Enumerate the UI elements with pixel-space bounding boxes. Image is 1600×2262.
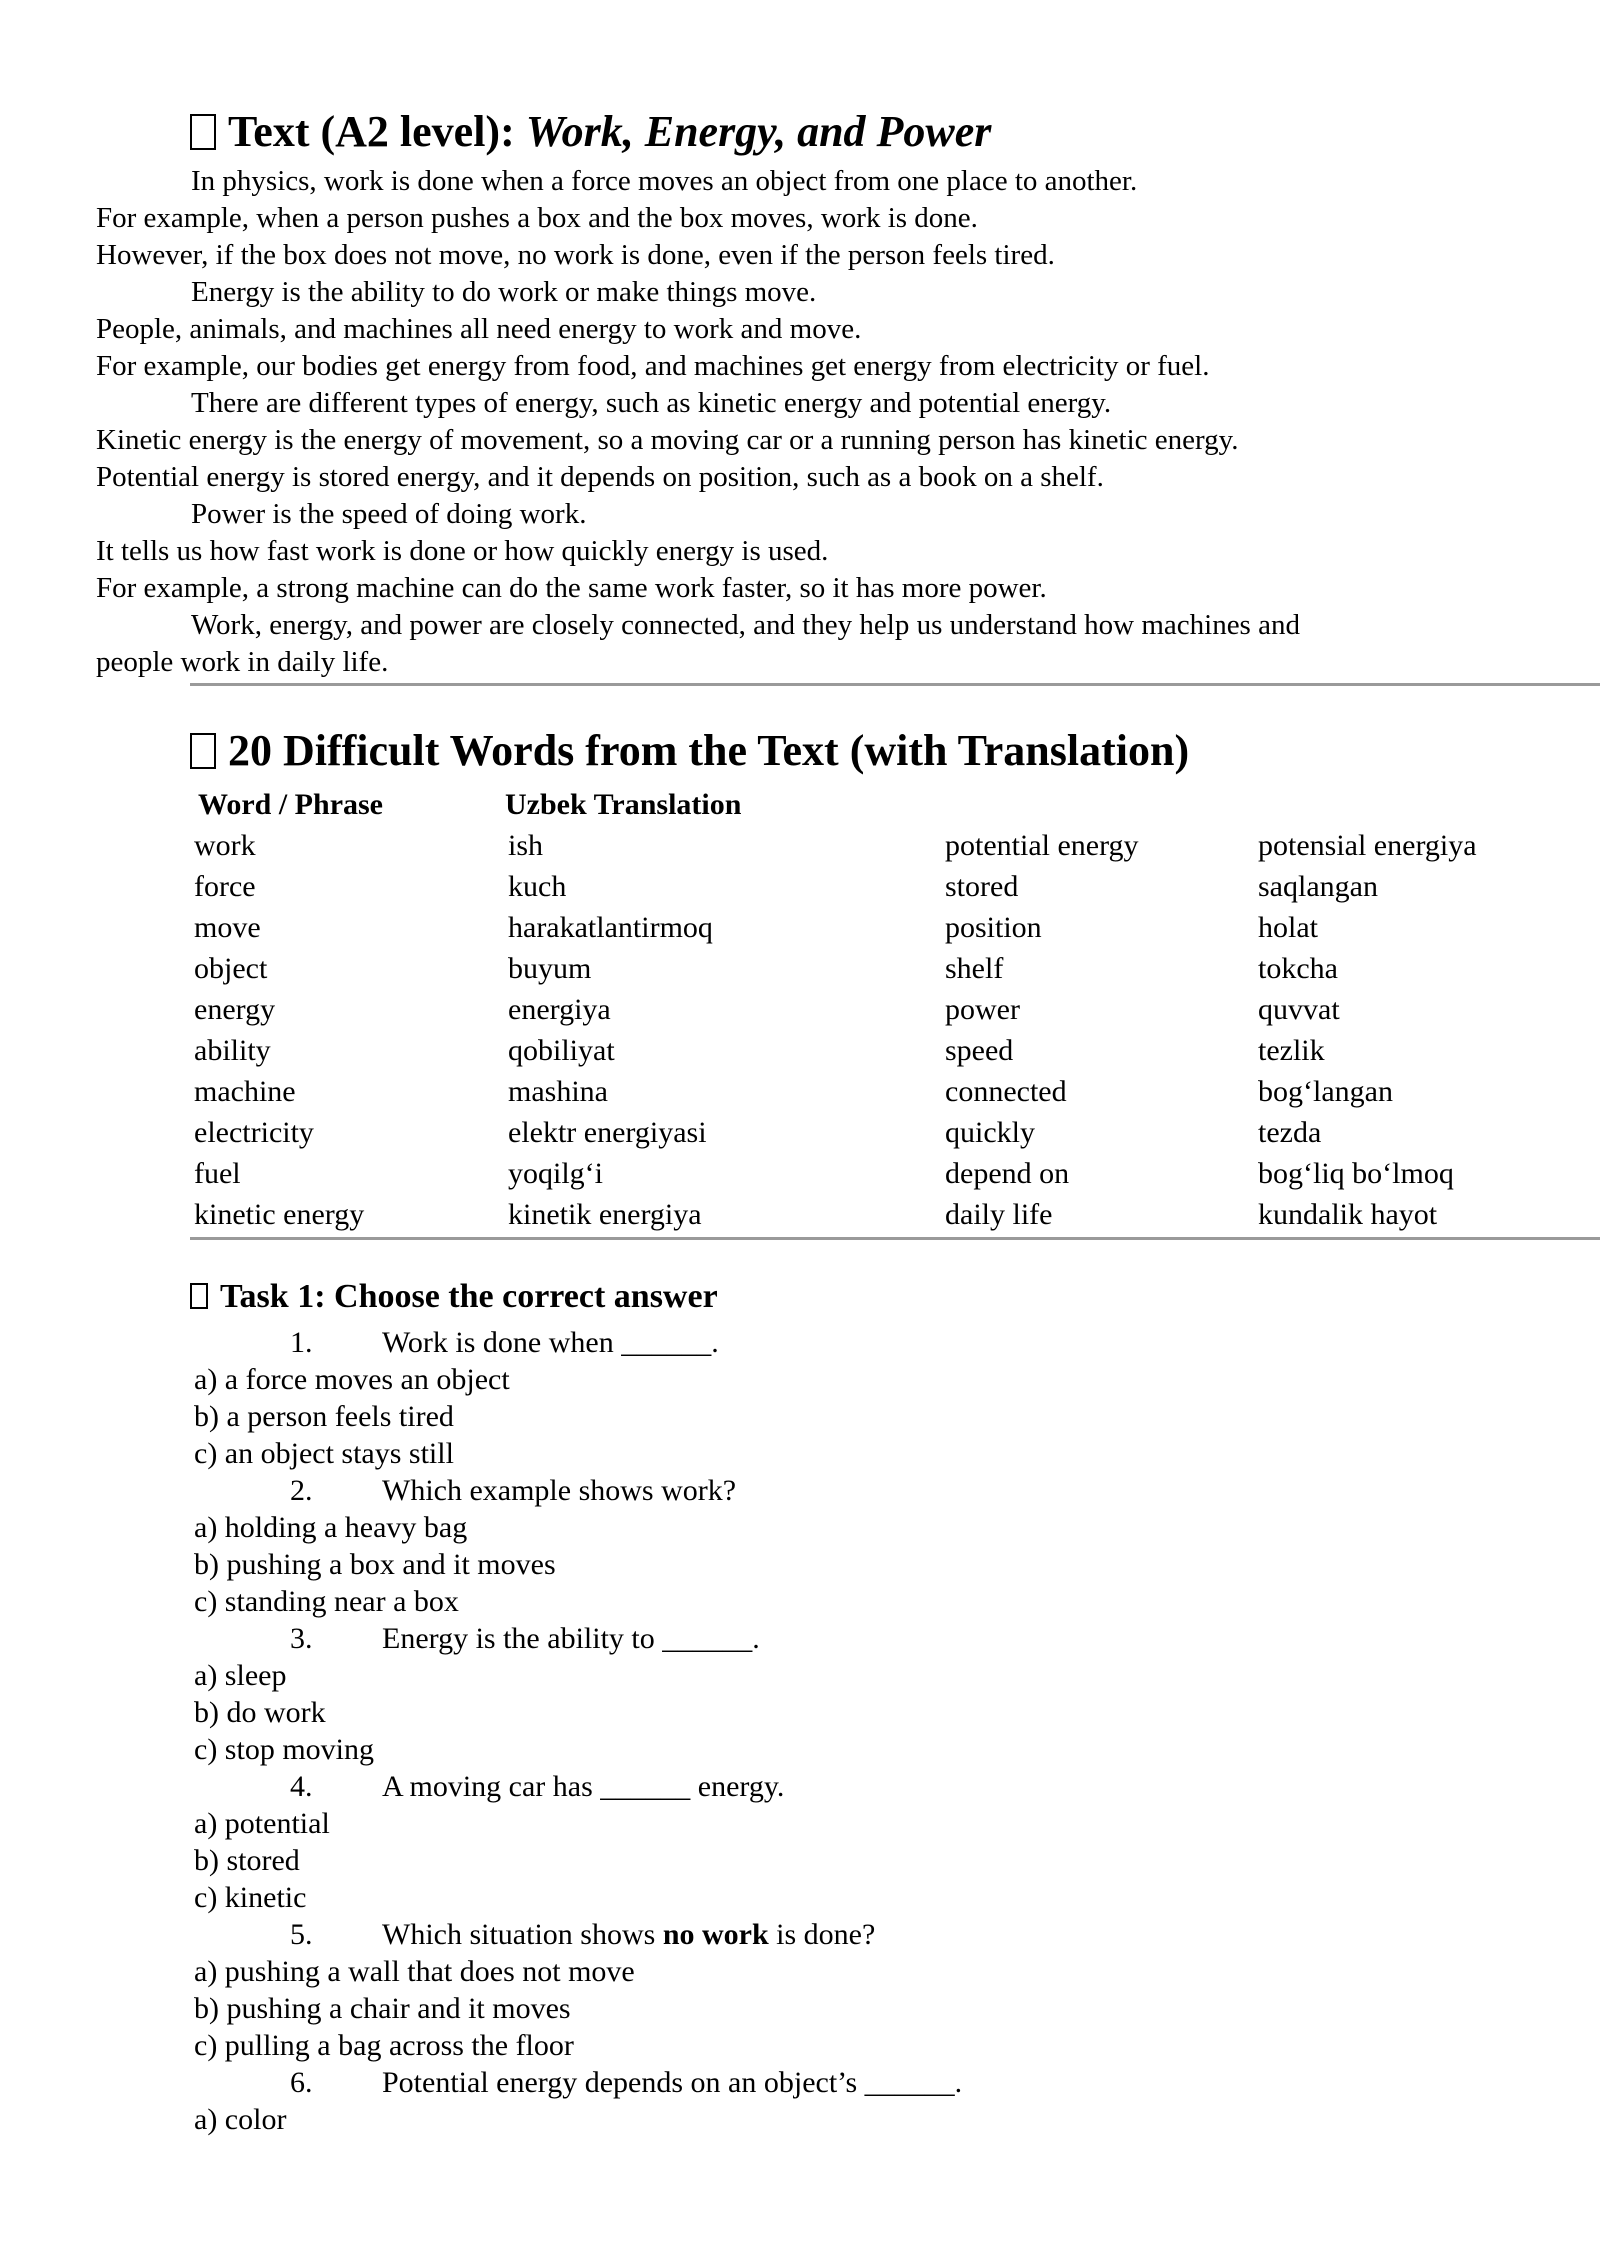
- text-title-prefix: Text (A2 level):: [228, 107, 526, 156]
- vocab-translation: kuch: [508, 870, 567, 903]
- answer-option: a) sleep: [194, 1659, 287, 1692]
- answer-option: c) an object stays still: [194, 1437, 454, 1470]
- vocab-translation: yoqilg‘i: [508, 1157, 603, 1190]
- vocab-translation: energiya: [508, 993, 611, 1026]
- vocab-row: [0, 907, 1600, 948]
- section-divider: [190, 683, 1600, 686]
- question: [194, 1472, 1574, 1509]
- vocab-word: depend on: [945, 1157, 1070, 1190]
- text-line: People, animals, and machines all need energy to work and move.: [96, 313, 862, 345]
- reading-text: [96, 163, 1576, 681]
- question: [194, 1768, 1574, 1805]
- text-line: In physics, work is done when a force moves an object from one place to another.: [191, 165, 1138, 197]
- answer-option: a) pushing a wall that does not move: [194, 1955, 635, 1988]
- vocab-title-text: 20 Difficult Words from the Text (with Translation): [228, 726, 1190, 775]
- vocab-translation: bog‘langan: [1258, 1075, 1393, 1108]
- vocab-row: [0, 1071, 1600, 1112]
- vocab-row: [0, 825, 1600, 866]
- vocab-word: kinetic energy: [194, 1198, 365, 1231]
- text-line: people work in daily life.: [96, 646, 389, 678]
- vocab-translation: potensial energiya: [1258, 829, 1477, 862]
- section-divider: [190, 1237, 1600, 1240]
- missing-glyph-icon: [190, 1283, 208, 1309]
- question-number: 3.: [290, 1622, 313, 1655]
- question: [194, 2064, 1574, 2101]
- answer-option: a) a force moves an object: [194, 1363, 510, 1396]
- text-line: Power is the speed of doing work.: [191, 498, 587, 530]
- vocab-word: position: [945, 911, 1042, 944]
- vocab-section-title: [190, 725, 1189, 777]
- task1-questions: [194, 1324, 1574, 2138]
- text-title-italic: Work, Energy, and Power: [525, 107, 992, 156]
- answer-option: a) color: [194, 2103, 287, 2136]
- text-line: It tells us how fast work is done or how quickly energy is used.: [96, 535, 829, 567]
- answer-option: c) kinetic: [194, 1881, 307, 1914]
- vocab-table: [0, 825, 1600, 1235]
- text-section-title: [190, 106, 991, 158]
- question-text-part: Which situation shows: [382, 1918, 663, 1951]
- vocab-translation: quvvat: [1258, 993, 1340, 1026]
- vocab-row: [0, 1153, 1600, 1194]
- vocab-translation: bog‘liq bo‘lmoq: [1258, 1157, 1454, 1190]
- question-number: 1.: [290, 1326, 313, 1359]
- question-text-part: no work: [662, 1918, 769, 1951]
- vocab-word: shelf: [945, 952, 1004, 985]
- vocab-word: connected: [945, 1075, 1067, 1108]
- vocab-word: move: [194, 911, 261, 944]
- text-line: For example, a strong machine can do the same work faster, so it has more power.: [96, 572, 1047, 604]
- vocab-translation: kundalik hayot: [1258, 1198, 1438, 1231]
- missing-glyph-icon: [190, 114, 216, 150]
- vocab-word: electricity: [194, 1116, 314, 1149]
- vocab-row: [0, 1112, 1600, 1153]
- vocab-word: machine: [194, 1075, 296, 1108]
- answer-option: b) pushing a box and it moves: [194, 1548, 556, 1581]
- vocab-row: [0, 866, 1600, 907]
- vocab-word: daily life: [945, 1198, 1053, 1231]
- vocab-translation: tezlik: [1258, 1034, 1325, 1067]
- question-number: 4.: [290, 1770, 313, 1803]
- text-line: There are different types of energy, such as kinetic energy and potential energy.: [191, 387, 1112, 419]
- vocab-translation: tokcha: [1258, 952, 1338, 985]
- text-line: Potential energy is stored energy, and it depends on position, such as a book on a shelf.: [96, 461, 1104, 493]
- question: [194, 1324, 1574, 1361]
- vocab-translation: saqlangan: [1258, 870, 1378, 903]
- vocab-word: fuel: [194, 1157, 241, 1190]
- vocab-translation: tezda: [1258, 1116, 1322, 1149]
- vocab-word: force: [194, 870, 256, 903]
- vocab-translation: mashina: [508, 1075, 608, 1108]
- vocab-translation: holat: [1258, 911, 1318, 944]
- question: [194, 1620, 1574, 1657]
- answer-option: a) holding a heavy bag: [194, 1511, 468, 1544]
- vocab-word: speed: [945, 1034, 1014, 1067]
- vocab-word: power: [945, 993, 1020, 1026]
- question-text: Energy is the ability to ______.: [382, 1622, 760, 1655]
- vocab-translation: harakatlantirmoq: [508, 911, 713, 944]
- vocab-header-translation: Uzbek Translation: [505, 788, 742, 821]
- text-line: Energy is the ability to do work or make things move.: [191, 276, 817, 308]
- vocab-translation: qobiliyat: [508, 1034, 615, 1067]
- task1-title-text: Task 1: Choose the correct answer: [220, 1278, 718, 1315]
- text-line: For example, when a person pushes a box and the box moves, work is done.: [96, 202, 978, 234]
- answer-option: b) a person feels tired: [194, 1400, 454, 1433]
- vocab-word: work: [194, 829, 256, 862]
- answer-option: b) stored: [194, 1844, 300, 1877]
- answer-option: c) standing near a box: [194, 1585, 459, 1618]
- answer-option: b) do work: [194, 1696, 326, 1729]
- vocab-translation: ish: [508, 829, 544, 862]
- vocab-row: [0, 948, 1600, 989]
- vocab-word: stored: [945, 870, 1019, 903]
- question: [194, 1916, 1574, 1953]
- text-line: However, if the box does not move, no work is done, even if the person feels tired.: [96, 239, 1055, 271]
- question-text-part: is done?: [768, 1918, 876, 1951]
- answer-option: c) pulling a bag across the floor: [194, 2029, 574, 2062]
- vocab-word: ability: [194, 1034, 271, 1067]
- question-number: 2.: [290, 1474, 313, 1507]
- question-text: A moving car has ______ energy.: [382, 1770, 785, 1803]
- question-text: [382, 1916, 875, 1953]
- vocab-translation: buyum: [508, 952, 592, 985]
- vocab-word: potential energy: [945, 829, 1139, 862]
- vocab-row: [0, 989, 1600, 1030]
- missing-glyph-icon: [190, 733, 216, 769]
- vocab-word: energy: [194, 993, 276, 1026]
- vocab-translation: kinetik energiya: [508, 1198, 702, 1231]
- vocab-word: object: [194, 952, 268, 985]
- text-line: For example, our bodies get energy from food, and machines get energy from electricity or fuel.: [96, 350, 1210, 382]
- answer-option: b) pushing a chair and it moves: [194, 1992, 571, 2025]
- task1-title: [190, 1275, 718, 1319]
- question-text: Work is done when ______.: [382, 1326, 719, 1359]
- vocab-row: [0, 1030, 1600, 1071]
- question-number: 6.: [290, 2066, 313, 2099]
- question-number: 5.: [290, 1918, 313, 1951]
- answer-option: a) potential: [194, 1807, 330, 1840]
- question-text: Potential energy depends on an object’s ______.: [382, 2066, 963, 2099]
- answer-option: c) stop moving: [194, 1733, 374, 1766]
- vocab-header-word: Word / Phrase: [198, 788, 383, 821]
- text-line: Kinetic energy is the energy of movement, so a moving car or a running person has kinetic energy.: [96, 424, 1239, 456]
- vocab-translation: elektr energiyasi: [508, 1116, 707, 1149]
- vocab-word: quickly: [945, 1116, 1035, 1149]
- text-line: Work, energy, and power are closely connected, and they help us understand how machines and: [191, 609, 1300, 641]
- vocab-row: [0, 1194, 1600, 1235]
- question-text: Which example shows work?: [382, 1474, 737, 1507]
